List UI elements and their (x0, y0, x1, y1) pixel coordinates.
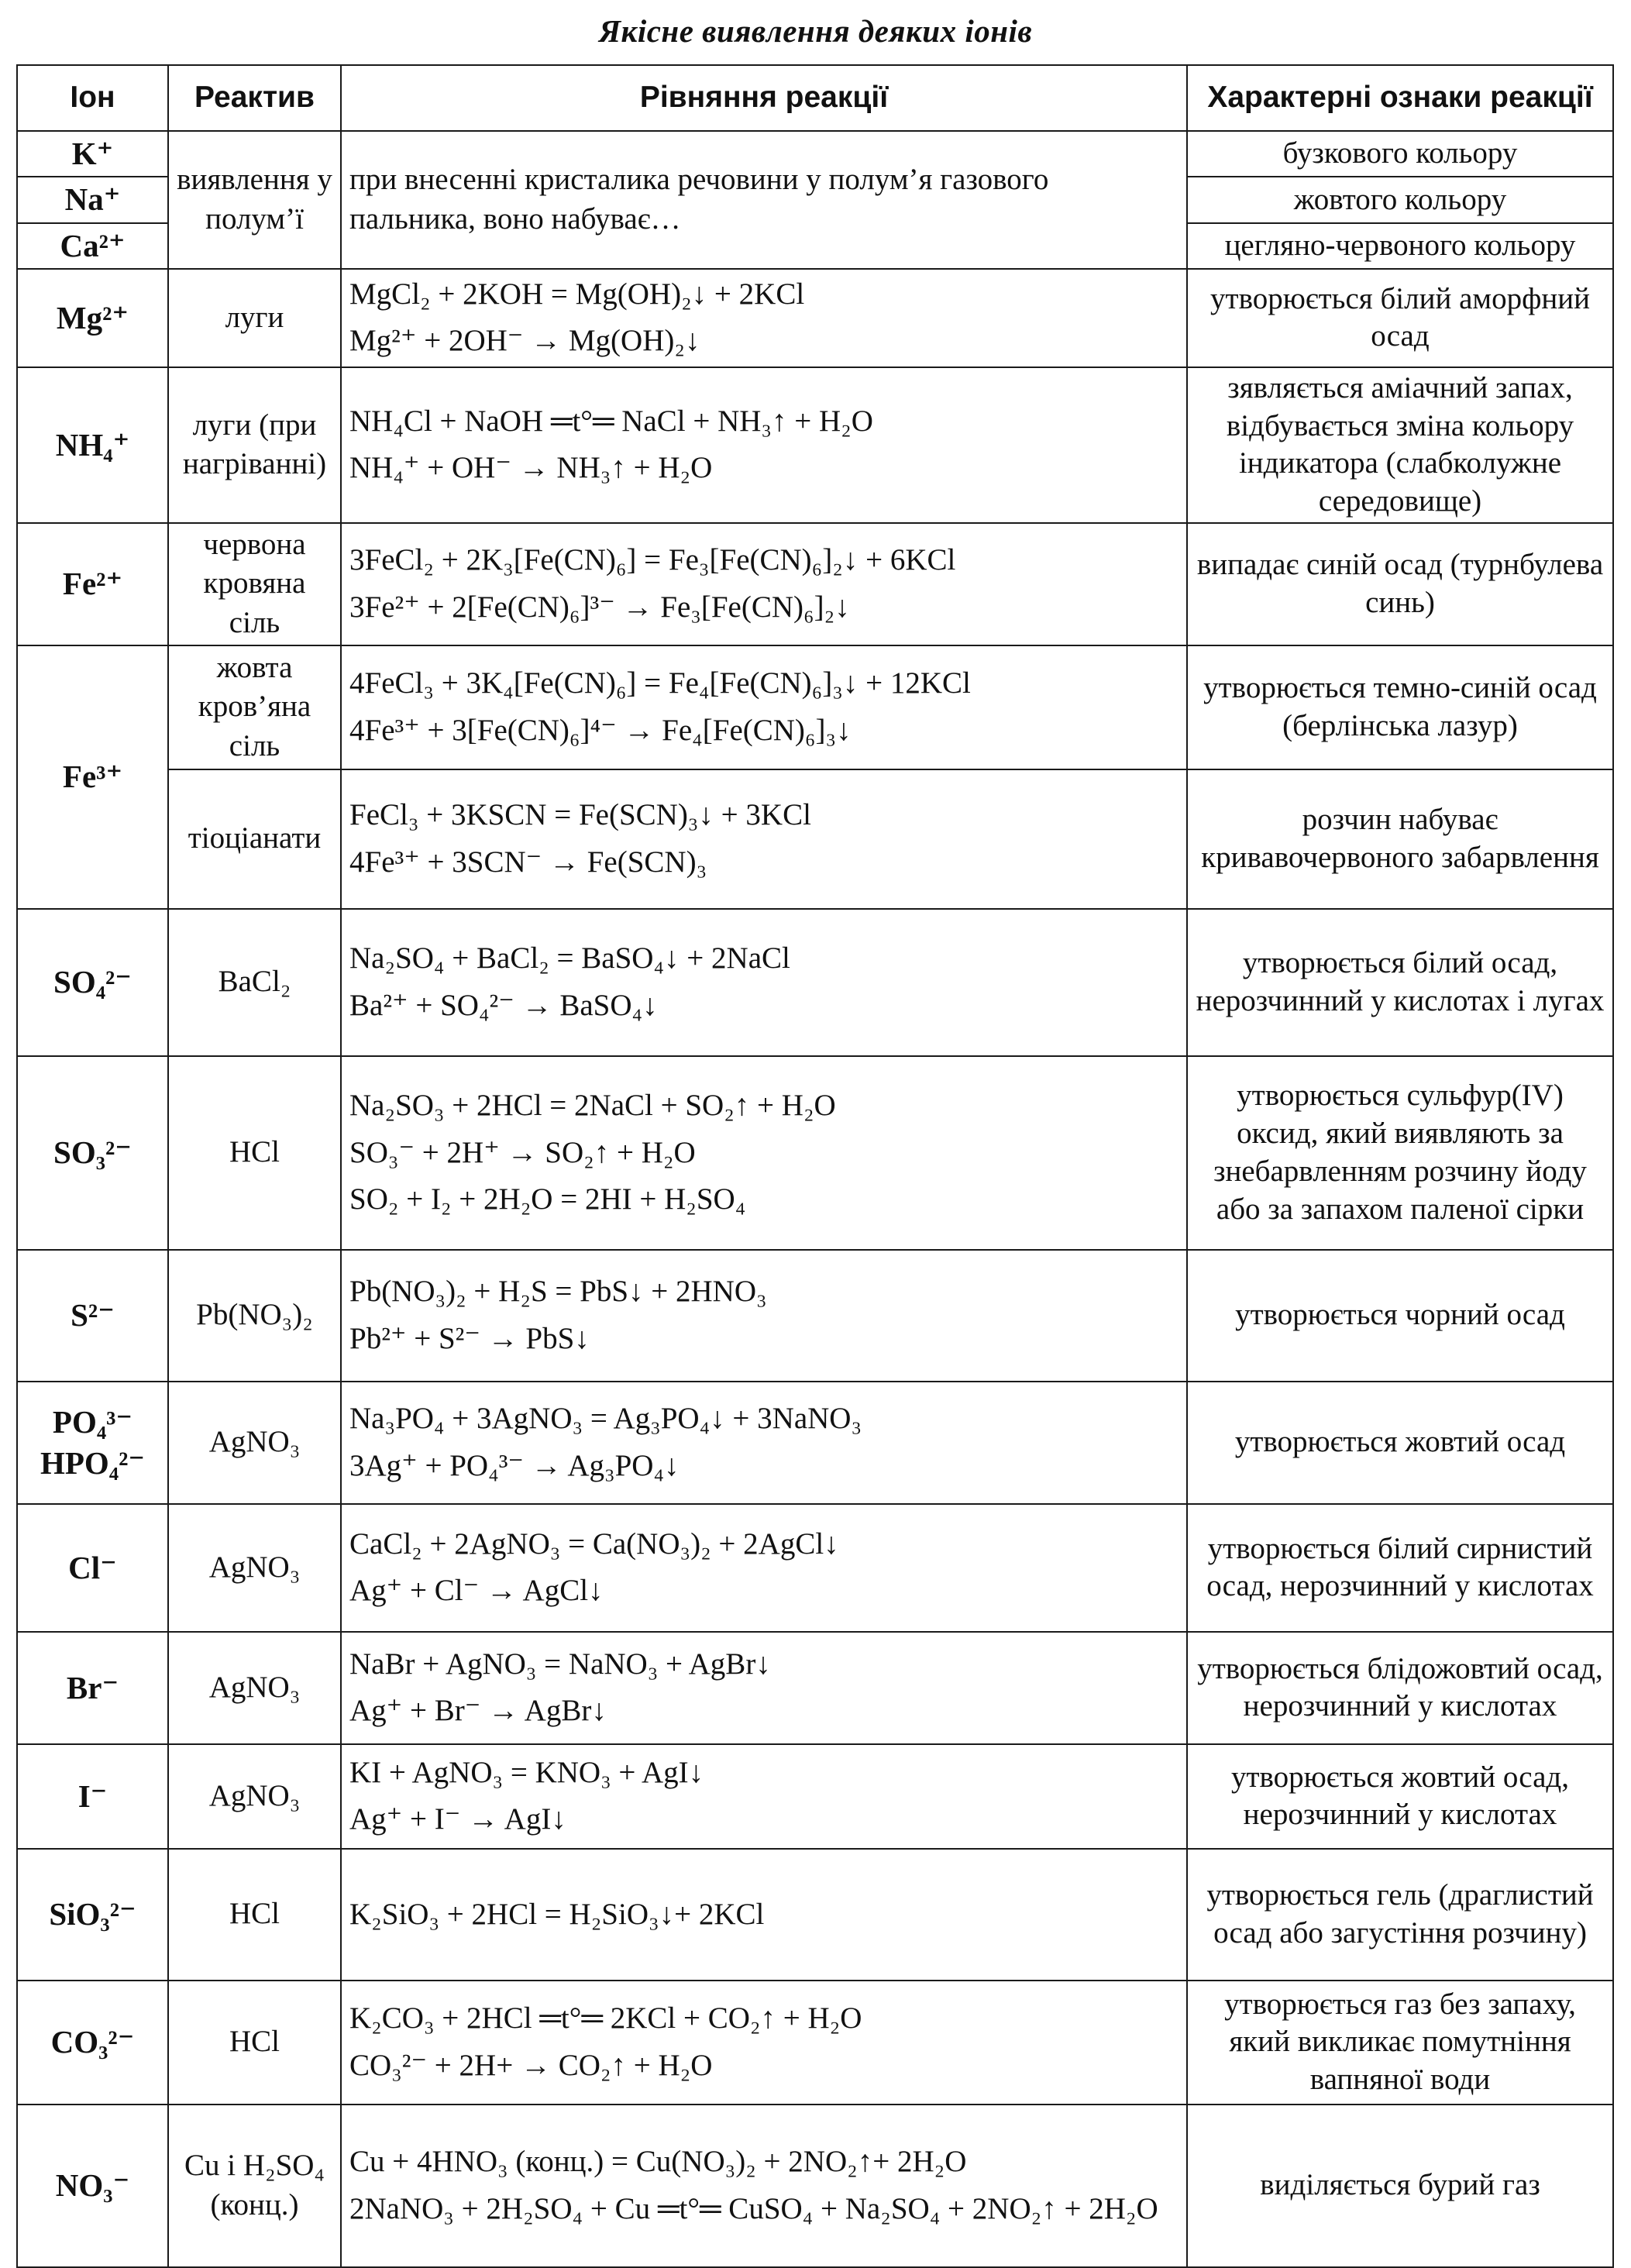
equation-cell (341, 909, 1187, 1056)
equation-line: 3Fe²⁺ + 2[Fe(CN)₆]³⁻ → Fe₃[Fe(CN)₆]₂↓ (349, 590, 850, 624)
equation-cell (341, 769, 1187, 909)
reagent-cell: HCl (168, 1849, 341, 1981)
equation-line: Ba²⁺ + SO₄²⁻ → BaSO₄↓ (349, 988, 658, 1022)
ion-cell: Fe³⁺ (17, 645, 168, 909)
equation-line: Ag⁺ + I⁻ → AgI↓ (349, 1802, 566, 1836)
reagent-cell: AgNO₃ (168, 1632, 341, 1744)
equation-cell (341, 1981, 1187, 2105)
ion-cell: Br⁻ (17, 1632, 168, 1744)
equation-line: CO₃²⁻ + 2H+ → CO₂↑ + H₂O (349, 2048, 713, 2082)
reagent-cell: AgNO₃ (168, 1504, 341, 1632)
table-row (17, 1504, 1613, 1632)
equation-line: SO₃⁻ + 2H⁺ → SO₂↑ + H₂O (349, 1135, 696, 1169)
ion-cell: Mg²⁺ (17, 269, 168, 367)
ion-cell: NO₃⁻ (17, 2105, 168, 2267)
sign-cell: утворюється чорний осад (1187, 1250, 1613, 1382)
equation-line: Na₂SO₃ + 2HCl = 2NaCl + SO₂↑ + H₂O (349, 1089, 836, 1123)
equation-line: Ag⁺ + Cl⁻ → AgCl↓ (349, 1574, 604, 1608)
reagent-cell: HCl (168, 1981, 341, 2105)
header-equation: Рівняння реакції (341, 65, 1187, 131)
equation-line: KI + AgNO₃ = KNO₃ + AgI↓ (349, 1755, 704, 1789)
ion-formula: HPO₄²⁻ (40, 1444, 146, 1481)
equation-line: 3FeCl₂ + 2K₃[Fe(CN)₆] = Fe₃[Fe(CN)₆]₂↓ + 6KCl (349, 543, 956, 577)
equation-line: Pb(NO₃)₂ + H₂S = PbS↓ + 2HNO₃ (349, 1275, 767, 1309)
ion-cell: NH₄⁺ (17, 367, 168, 523)
equation-cell (341, 1250, 1187, 1382)
reagent-cell: виявлення у полум’ї (168, 131, 341, 269)
ion-cell: K⁺ (17, 131, 168, 177)
equation-line: NH₄⁺ + OH⁻ → NH₃↑ + H₂O (349, 451, 713, 485)
equation-line: MgCl₂ + 2KOH = Mg(OH)₂↓ + 2KCl (349, 277, 805, 311)
reagent-cell: червона кровяна сіль (168, 523, 341, 645)
equation-cell (341, 1744, 1187, 1849)
sign-cell: утворюється білий аморфний осад (1187, 269, 1613, 367)
sign-cell: утворюється блідожовтий осад, нерозчинний у кислотах (1187, 1632, 1613, 1744)
equation-line: Ag⁺ + Br⁻ → AgBr↓ (349, 1694, 607, 1728)
equation-line: Na₂SO₄ + BaCl₂ = BaSO₄↓ + 2NaCl (349, 941, 790, 976)
table-row (17, 1056, 1613, 1250)
sign-cell: розчин набуває кривавочервоного забарвлення (1187, 769, 1613, 909)
equation-cell (341, 269, 1187, 367)
equation-line: Cu + 4HNO₃ (конц.) = Cu(NO₃)₂ + 2NO₂↑+ 2H₂O (349, 2145, 967, 2179)
reagent-cell: тіоціанати (168, 769, 341, 909)
sign-cell: зявляється аміачний запах, відбувається зміна кольору індикатора (слабколужне середовище) (1187, 367, 1613, 523)
equation-cell (341, 1382, 1187, 1504)
table-row (17, 131, 1613, 177)
reagent-cell: AgNO₃ (168, 1744, 341, 1849)
equation-cell (341, 1849, 1187, 1981)
ion-cell: SiO₃²⁻ (17, 1849, 168, 1981)
equation-line: NaBr + AgNO₃ = NaNO₃ + AgBr↓ (349, 1647, 771, 1681)
equation-line: SO₂ + I₂ + 2H₂O = 2HI + H₂SO₄ (349, 1182, 746, 1217)
table-row (17, 1632, 1613, 1744)
table-row (17, 1849, 1613, 1981)
reagent-cell: луги (при нагріванні) (168, 367, 341, 523)
header-row (17, 65, 1613, 131)
equation-line: Na₃PO₄ + 3AgNO₃ = Ag₃PO₄↓ + 3NaNO₃ (349, 1402, 862, 1436)
header-ion: Іон (17, 65, 168, 131)
sign-cell: утворюється темно-синій осад (берлінська лазур) (1187, 645, 1613, 769)
sign-cell: випадає синій осад (турнбулева синь) (1187, 523, 1613, 645)
reagent-cell: BaCl₂ (168, 909, 341, 1056)
table-row (17, 1981, 1613, 2105)
table-row (17, 269, 1613, 367)
reagent-cell: HCl (168, 1056, 341, 1250)
ion-cell: Na⁺ (17, 177, 168, 222)
table-row (17, 523, 1613, 645)
table-row (17, 1250, 1613, 1382)
header-signs: Характерні ознаки реакції (1187, 65, 1613, 131)
sign-cell: жовтого кольору (1187, 177, 1613, 222)
equation-line: 4Fe³⁺ + 3SCN⁻ → Fe(SCN)₃ (349, 845, 707, 879)
ion-cell (17, 1382, 168, 1504)
equation-cell (341, 2105, 1187, 2267)
header-reagent: Реактив (168, 65, 341, 131)
ion-formula: PO₄³⁻ (52, 1403, 133, 1440)
equation-line: 3Ag⁺ + PO₄³⁻ → Ag₃PO₄↓ (349, 1448, 680, 1482)
equation-cell (341, 1632, 1187, 1744)
sign-cell: утворюється жовтий осад (1187, 1382, 1613, 1504)
sign-cell: виділяється бурий газ (1187, 2105, 1613, 2267)
sign-cell: цегляно-червоного кольору (1187, 223, 1613, 269)
sign-cell: утворюється білий сирнистий осад, нерозчинний у кислотах (1187, 1504, 1613, 1632)
sign-cell: утворюється сульфур(IV) оксид, який виявляють за знебарвленням розчину йоду або за запахом паленої сірки (1187, 1056, 1613, 1250)
ion-cell: Cl⁻ (17, 1504, 168, 1632)
ion-cell: I⁻ (17, 1744, 168, 1849)
equation-line: Mg²⁺ + 2OH⁻ → Mg(OH)₂↓ (349, 324, 700, 358)
equation-cell (341, 367, 1187, 523)
equation-cell: при внесенні кристалика речовини у полум’я газового пальника, воно набуває… (341, 131, 1187, 269)
sign-cell: утворюється білий осад, нерозчинний у кислотах і лугах (1187, 909, 1613, 1056)
ion-cell: Fe²⁺ (17, 523, 168, 645)
equation-cell (341, 645, 1187, 769)
equation-line: Pb²⁺ + S²⁻ → PbS↓ (349, 1321, 590, 1355)
equation-line: 4FeCl₃ + 3K₄[Fe(CN)₆] = Fe₄[Fe(CN)₆]₃↓ + 12KCl (349, 666, 971, 700)
reagent-cell: Pb(NO₃)₂ (168, 1250, 341, 1382)
reagent-cell: луги (168, 269, 341, 367)
equation-line: FeCl₃ + 3KSCN = Fe(SCN)₃↓ + 3KCl (349, 798, 811, 832)
sign-cell: утворюється гель (драглистий осад або загустіння розчину) (1187, 1849, 1613, 1981)
table-row (17, 645, 1613, 769)
reagent-cell: AgNO₃ (168, 1382, 341, 1504)
reagent-cell: Cu і H₂SO₄ (конц.) (168, 2105, 341, 2267)
sign-cell: бузкового кольору (1187, 131, 1613, 177)
sign-cell: утворюється жовтий осад, нерозчинний у кислотах (1187, 1744, 1613, 1849)
reagent-cell: жовта кров’яна сіль (168, 645, 341, 769)
equation-line: K₂CO₃ + 2HCl ═t°═ 2KCl + CO₂↑ + H₂O (349, 2001, 862, 2036)
equation-line: NH₄Cl + NaOH ═t°═ NaCl + NH₃↑ + H₂O (349, 404, 873, 438)
table-row (17, 1744, 1613, 1849)
equation-line: 2NaNO₃ + 2H₂SO₄ + Cu ═t°═ CuSO₄ + Na₂SO₄ + 2NO₂↑ + 2H₂O (349, 2191, 1158, 2225)
ion-cell: S²⁻ (17, 1250, 168, 1382)
table-row (17, 2105, 1613, 2267)
equation-cell (341, 1056, 1187, 1250)
table-row (17, 909, 1613, 1056)
table-row (17, 769, 1613, 909)
equation-cell (341, 1504, 1187, 1632)
equation-line: CaCl₂ + 2AgNO₃ = Ca(NO₃)₂ + 2AgCl↓ (349, 1526, 839, 1561)
ion-cell: SO₃²⁻ (17, 1056, 168, 1250)
table-row (17, 367, 1613, 523)
equation-line: K₂SiO₃ + 2HCl = H₂SiO₃↓+ 2KCl (349, 1897, 765, 1931)
ion-cell: SO₄²⁻ (17, 909, 168, 1056)
page-title: Якісне виявлення деяких іонів (598, 13, 1033, 49)
table-row (17, 1382, 1613, 1504)
ion-cell: Ca²⁺ (17, 223, 168, 269)
equation-cell (341, 523, 1187, 645)
equation-line: 4Fe³⁺ + 3[Fe(CN)₆]⁴⁻ → Fe₄[Fe(CN)₆]₃↓ (349, 713, 852, 747)
ion-detection-table (16, 64, 1614, 2268)
sign-cell: утворюється газ без запаху, який викликає помутніння вапняної води (1187, 1981, 1613, 2105)
ion-cell: CO₃²⁻ (17, 1981, 168, 2105)
